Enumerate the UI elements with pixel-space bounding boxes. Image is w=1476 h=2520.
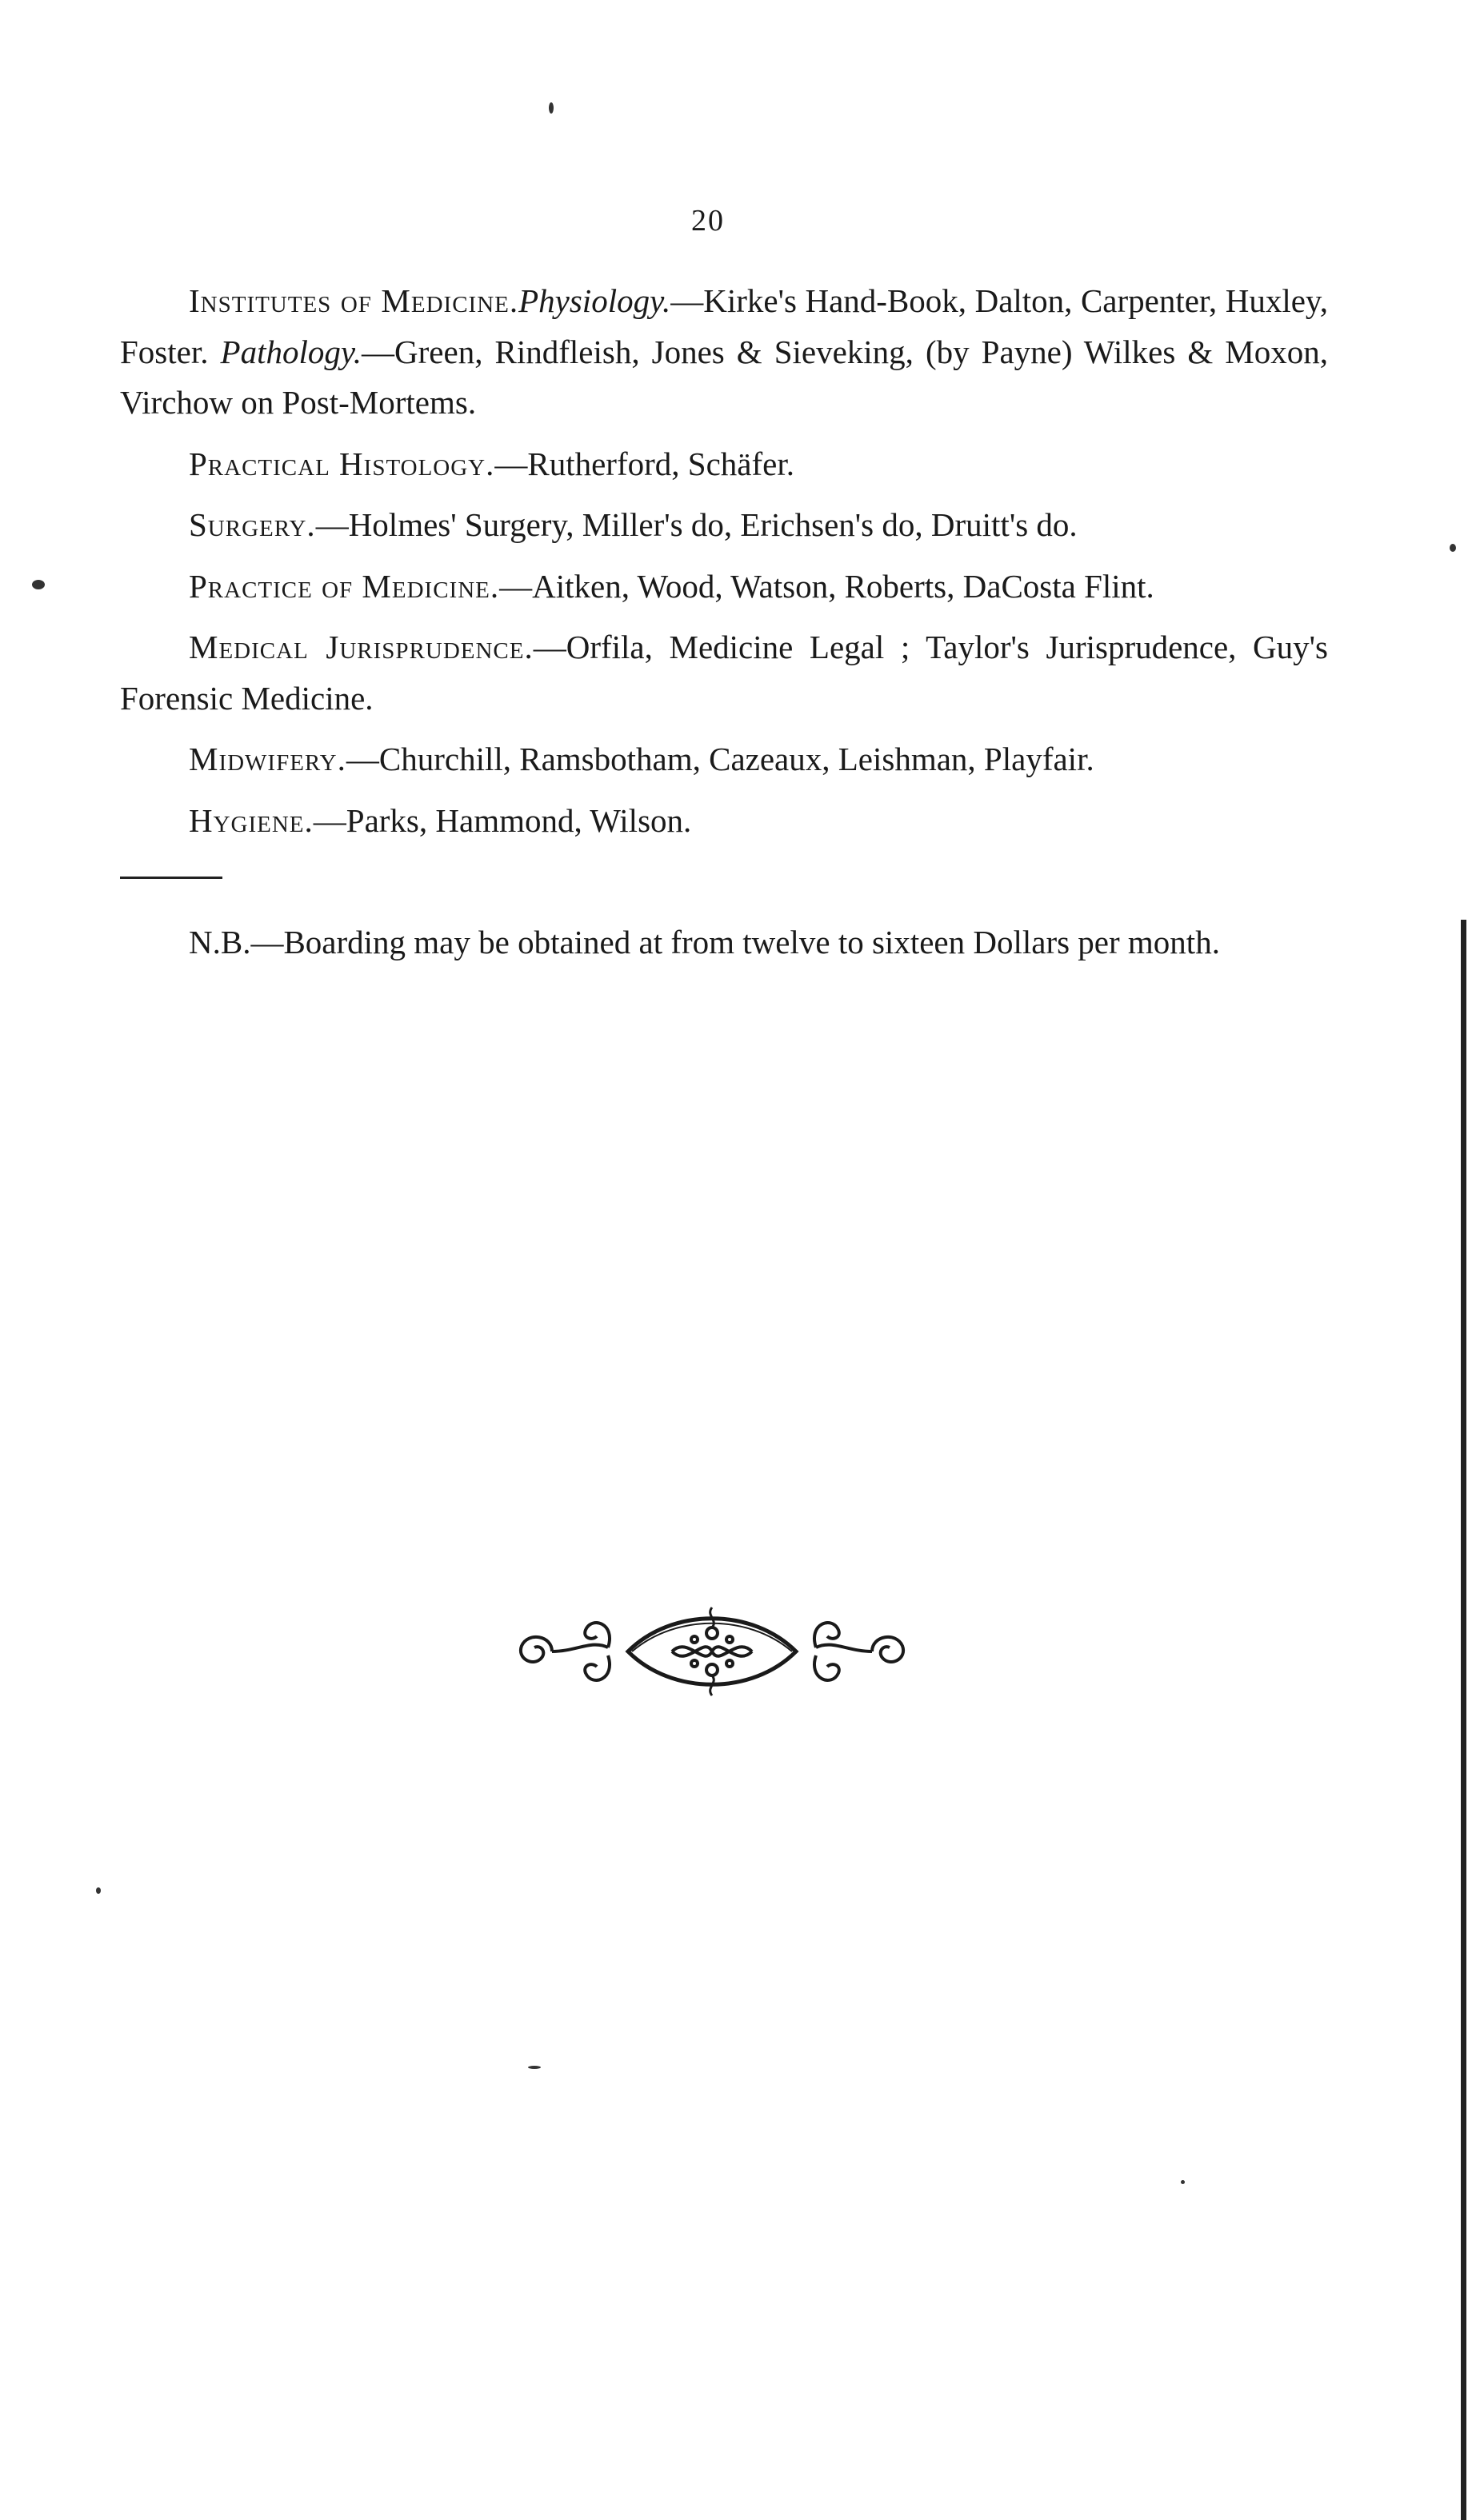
entry-heading: Medical Jurisprudence.	[189, 629, 534, 666]
entry-text: —Orfila, Medicine Legal ; Taylor's Jurisprudence, Guy's Forensic Medicine.	[120, 629, 1328, 717]
entry-heading: Practical Histology.	[189, 445, 495, 482]
entry-text: —Churchill, Ramsbotham, Cazeaux, Leishman, Playfair.	[346, 741, 1094, 778]
entry-heading: Hygiene.	[189, 801, 314, 839]
scan-speck	[528, 2066, 541, 2069]
scan-speck	[96, 1887, 101, 1894]
entry-heading: Practice of Medicine.	[189, 567, 500, 605]
entry-medical-jurisprudence	[120, 622, 1328, 724]
entry-practice-of-medicine	[120, 561, 1328, 613]
entry-text: —Rutherford, Schäfer.	[494, 445, 794, 482]
entry-heading: Midwifery.	[189, 741, 346, 778]
scan-speck	[1450, 544, 1456, 552]
entry-text: —Parks, Hammond, Wilson.	[313, 801, 692, 839]
entry-heading: Surgery.	[189, 506, 316, 544]
entry-practical-histology	[120, 439, 1328, 490]
entry-text: —Green, Rindfleish, Jones & Sieveking, (by Payne) Wilkes & Moxon, Virchow on Post-Mortems.	[120, 333, 1328, 421]
section-divider	[120, 877, 222, 879]
scroll-flourish-ornament-icon	[496, 1591, 928, 1711]
entry-hygiene	[120, 796, 1328, 847]
entry-institutes-of-medicine	[120, 276, 1328, 429]
entry-heading: Institutes of Medicine.	[189, 282, 519, 319]
entry-text: —Aitken, Wood, Watson, Roberts, DaCosta Flint.	[499, 567, 1154, 605]
scan-speck	[32, 580, 45, 589]
scan-speck	[549, 102, 554, 114]
entry-subheading: Physiology.	[518, 282, 671, 319]
entry-midwifery	[120, 734, 1328, 785]
boarding-note: N.B.—Boarding may be obtained at from twelve to sixteen Dollars per month.	[189, 924, 1220, 961]
entry-text: —Holmes' Surgery, Miller's do, Erichsen's do, Druitt's do.	[315, 506, 1078, 544]
entry-subheading: Pathology.	[220, 333, 362, 370]
reading-list	[120, 276, 1328, 979]
page-number: 20	[691, 204, 725, 238]
scan-speck	[1181, 2180, 1185, 2184]
entry-text: —Kirke's Hand-Book, Dalton, Carpenter, Huxley, Foster.	[120, 282, 1328, 370]
entry-surgery	[120, 500, 1328, 551]
page-edge-line	[1461, 920, 1466, 2520]
